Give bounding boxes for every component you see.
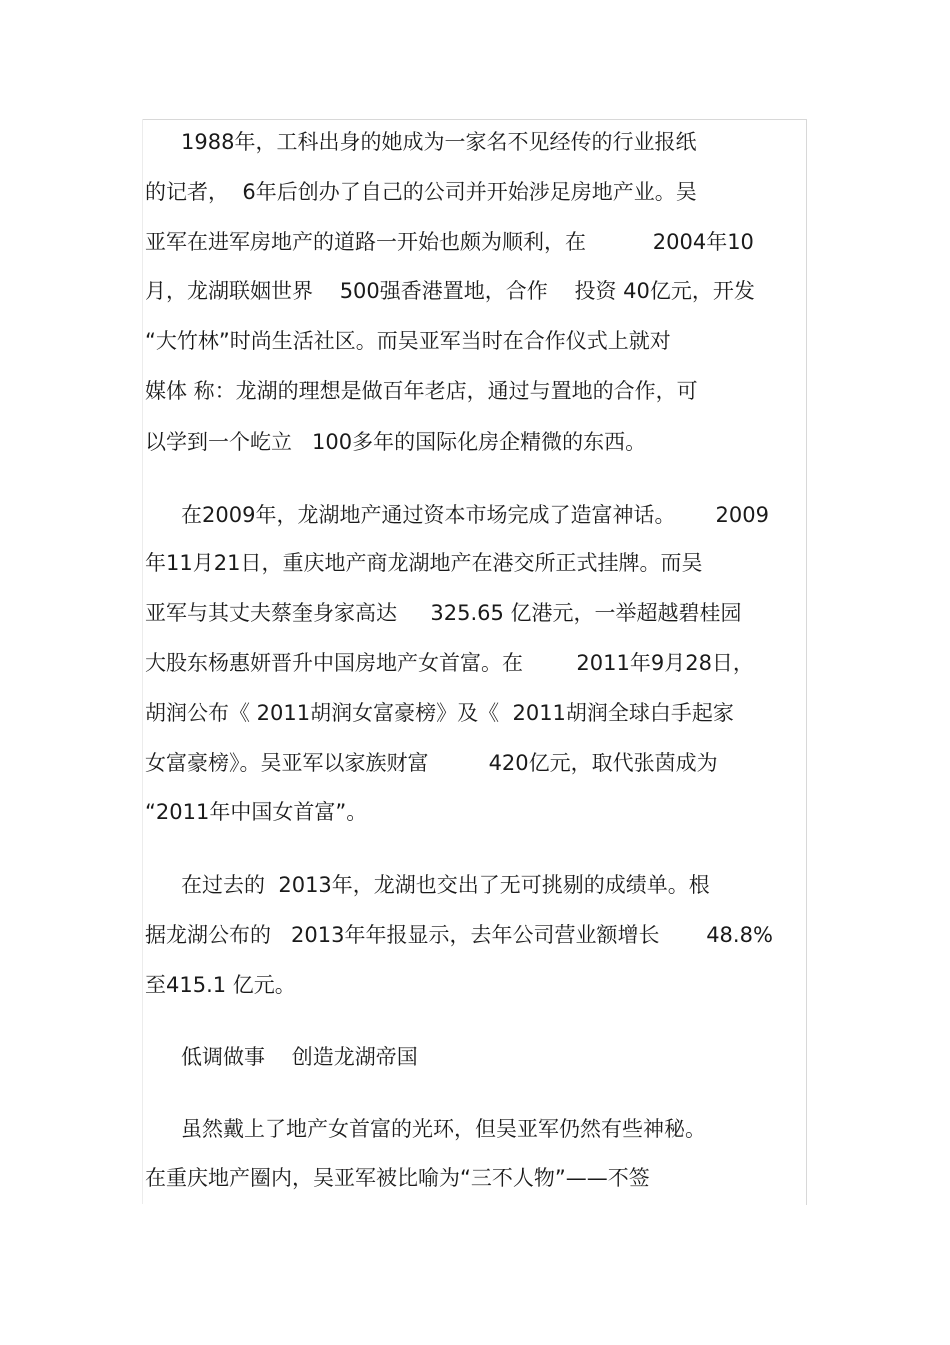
text-line: 1988年，工科出身的她成为一家名不见经传的行业报纸 <box>181 130 697 154</box>
heading-line: 低调做事 创造龙湖帝国 <box>181 1045 418 1069</box>
text-line: 据龙湖公布的 2013年年报显示，去年公司营业额增长 48.8% <box>145 923 773 947</box>
text-line: 在重庆地产圈内，吴亚军被比喻为“三不人物”——不签 <box>145 1166 650 1190</box>
text-line: 在过去的 2013年，龙湖也交出了无可挑剔的成绩单。根 <box>181 873 710 897</box>
text-line: 的记者， 6年后创办了自己的公司并开始涉足房地产业。吴 <box>145 180 697 204</box>
text-line: 亚军在进军房地产的道路一开始也颇为顺利，在 2004年10 <box>145 230 754 254</box>
text-line: “2011年中国女首富”。 <box>145 800 368 824</box>
text-line: 在2009年，龙湖地产通过资本市场完成了造富神话。 2009 <box>181 503 769 527</box>
text-line: 年11月21日，重庆地产商龙湖地产在港交所正式挂牌。而吴 <box>145 551 703 575</box>
text-line: 以学到一个屹立 100多年的国际化房企精微的东西。 <box>145 430 647 454</box>
text-line: 月，龙湖联姻世界 500强香港置地，合作 投资 40亿元，开发 <box>145 279 755 303</box>
text-line: 至415.1 亿元。 <box>145 973 296 997</box>
text-line: 女富豪榜》。吴亚军以家族财富 420亿元，取代张茵成为 <box>145 751 718 775</box>
text-line: 媒体 称：龙湖的理想是做百年老店，通过与置地的合作，可 <box>145 379 698 403</box>
page-border-left <box>142 119 143 1204</box>
text-line: 胡润公布《 2011胡润女富豪榜》及《 2011胡润全球白手起家 <box>145 701 734 725</box>
text-line: 亚军与其丈夫蔡奎身家高达 325.65 亿港元，一举超越碧桂园 <box>145 601 742 625</box>
text-line: 虽然戴上了地产女首富的光环，但吴亚军仍然有些神秘。 <box>181 1117 706 1141</box>
text-line: 大股东杨惠妍晋升中国房地产女首富。在 2011年9月28日， <box>145 651 754 675</box>
text-line: “大竹林”时尚生活社区。而吴亚军当时在合作仪式上就对 <box>145 329 671 353</box>
